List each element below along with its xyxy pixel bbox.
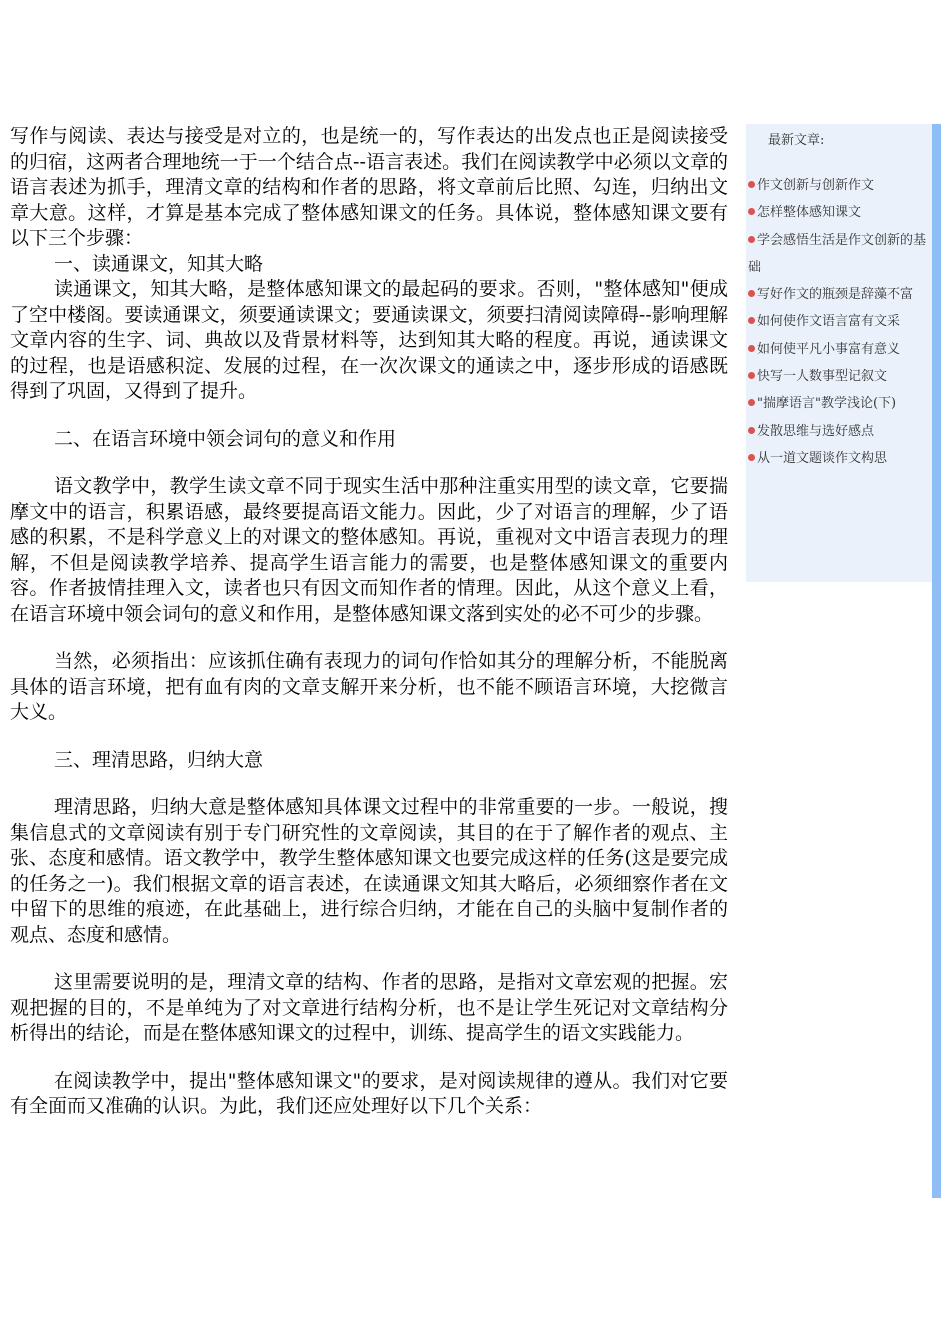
article-link[interactable]: 发散思维与选好感点 (757, 423, 875, 439)
article-link[interactable]: 怎样整体感知课文 (757, 205, 862, 221)
bullet-icon (748, 208, 755, 215)
section-heading-3: 三、理清思路，归纳大意 (54, 748, 264, 771)
section-paragraph-2a: 语文教学中，教学生读文章不同于现实生活中那种注重实用型的读文章，它要揣摩文中的语言，积累语感，最终要提高语文能力。因此，少了对语言的理解，少了语感的积累，不是科学意义上的对课文的整体感知。再说，重视对文中语言表现力的理解，不但是阅读教学培养、提高学生语言能力的需要，也是整体感知课文的重要内容。作者披情挂理入文，读者也只有因文而知作者的情理。因此，从这个意义上看，在语言环境中领会词句的意义和作用，是整体感知课文落到实处的必不可少的步骤。 (10, 475, 728, 625)
article-link[interactable]: 学会感悟生活是作文创新的基础 (748, 232, 927, 275)
list-item[interactable] (746, 390, 932, 417)
article-link[interactable]: 作文创新与创新作文 (757, 178, 875, 193)
bullet-icon (748, 236, 755, 243)
list-item[interactable] (746, 418, 932, 445)
list-item[interactable] (746, 445, 932, 472)
article-link[interactable]: "揣摩语言"教学浅论(下) (757, 396, 897, 412)
latest-articles-sidebar (746, 124, 932, 582)
article-link[interactable]: 从一道文题谈作文构思 (757, 450, 888, 466)
section-heading-1: 一、读通课文，知其大略 (54, 252, 264, 275)
bullet-icon (748, 427, 755, 434)
article-link[interactable]: 写好作文的瓶颈是辞藻不富 (757, 287, 914, 303)
section-paragraph-1: 读通课文，知其大略，是整体感知课文的最起码的要求。否则，"整体感知"便成了空中楼阁。要读通课文，须要通读课文；要通读课文，须要扫清阅读障碍--影响理解文章内容的生字、词、典故以及背景材料等，达到知其大略的程度。再说，通读课文的过程，也是语感积淀、发展的过程，在一次次课文的通读之中，逐步形成的语感既得到了巩固，又得到了提升。 (10, 278, 728, 402)
list-item[interactable] (746, 363, 932, 390)
article-link[interactable]: 如何使平凡小事富有意义 (757, 341, 901, 357)
bullet-icon (748, 345, 755, 352)
list-item[interactable] (746, 172, 932, 199)
section-heading-2: 二、在语言环境中领会词句的意义和作用 (54, 427, 397, 450)
list-item[interactable] (746, 308, 932, 335)
closing-paragraph: 在阅读教学中，提出"整体感知课文"的要求，是对阅读规律的遵从。我们对它要有全面而又准确的认识。为此，我们还应处理好以下几个关系： (10, 1069, 728, 1117)
section-paragraph-3a: 理清思路，归纳大意是整体感知具体课文过程中的非常重要的一步。一般说，搜集信息式的文章阅读有别于专门研究性的文章阅读，其目的在于了解作者的观点、主张、态度和感情。语文教学中，教学生整体感知课文也要完成这样的任务(这是要完成的任务之一)。我们根据文章的语言表述，在读通课文知其大略后，必须细察作者在文中留下的思维的痕迹，在此基础上，进行综合归纳，才能在自己的头脑中复制作者的观点、态度和感情。 (10, 796, 728, 946)
intro-paragraph: 写作与阅读、表达与接受是对立的，也是统一的，写作表达的出发点也正是阅读接受的归宿，这两者合理地统一于一个结合点--语言表述。我们在阅读教学中必须以文章的语言表述为抓手，理清文章的结构和作者的思路，将文章前后比照、勾连，归纳出文章大意。这样，才算是基本完成了整体感知课文的任务。具体说，整体感知课文要有以下三个步骤： (10, 125, 728, 249)
section-paragraph-3b: 这里需要说明的是，理清文章的结构、作者的思路，是指对文章宏观的把握。宏观把握的目的，不是单纯为了对文章进行结构分析，也不是让学生死记对文章结构分析得出的结论，而是在整体感知课文的过程中，训练、提高学生的语文实践能力。 (10, 971, 728, 1044)
latest-articles-list (746, 172, 932, 472)
list-item[interactable] (746, 227, 932, 282)
list-item[interactable] (746, 336, 932, 363)
article-body (10, 124, 728, 1120)
sidebar-heading: 最新文章: (768, 133, 825, 148)
article-link[interactable]: 快写一人数事型记叙文 (757, 369, 888, 385)
list-item[interactable] (746, 281, 932, 308)
bullet-icon (748, 317, 755, 324)
bullet-icon (748, 181, 755, 188)
vertical-scrollbar[interactable] (932, 124, 941, 1198)
bullet-icon (748, 290, 755, 297)
list-item[interactable] (746, 199, 932, 226)
section-paragraph-2b: 当然，必须指出：应该抓住确有表现力的词句作恰如其分的理解分析，不能脱离具体的语言环境，把有血有肉的文章支解开来分析，也不能不顾语言环境，大挖微言大义。 (10, 650, 728, 723)
bullet-icon (748, 399, 755, 406)
bullet-icon (748, 454, 755, 461)
bullet-icon (748, 372, 755, 379)
article-link[interactable]: 如何使作文语言富有文采 (757, 314, 901, 330)
